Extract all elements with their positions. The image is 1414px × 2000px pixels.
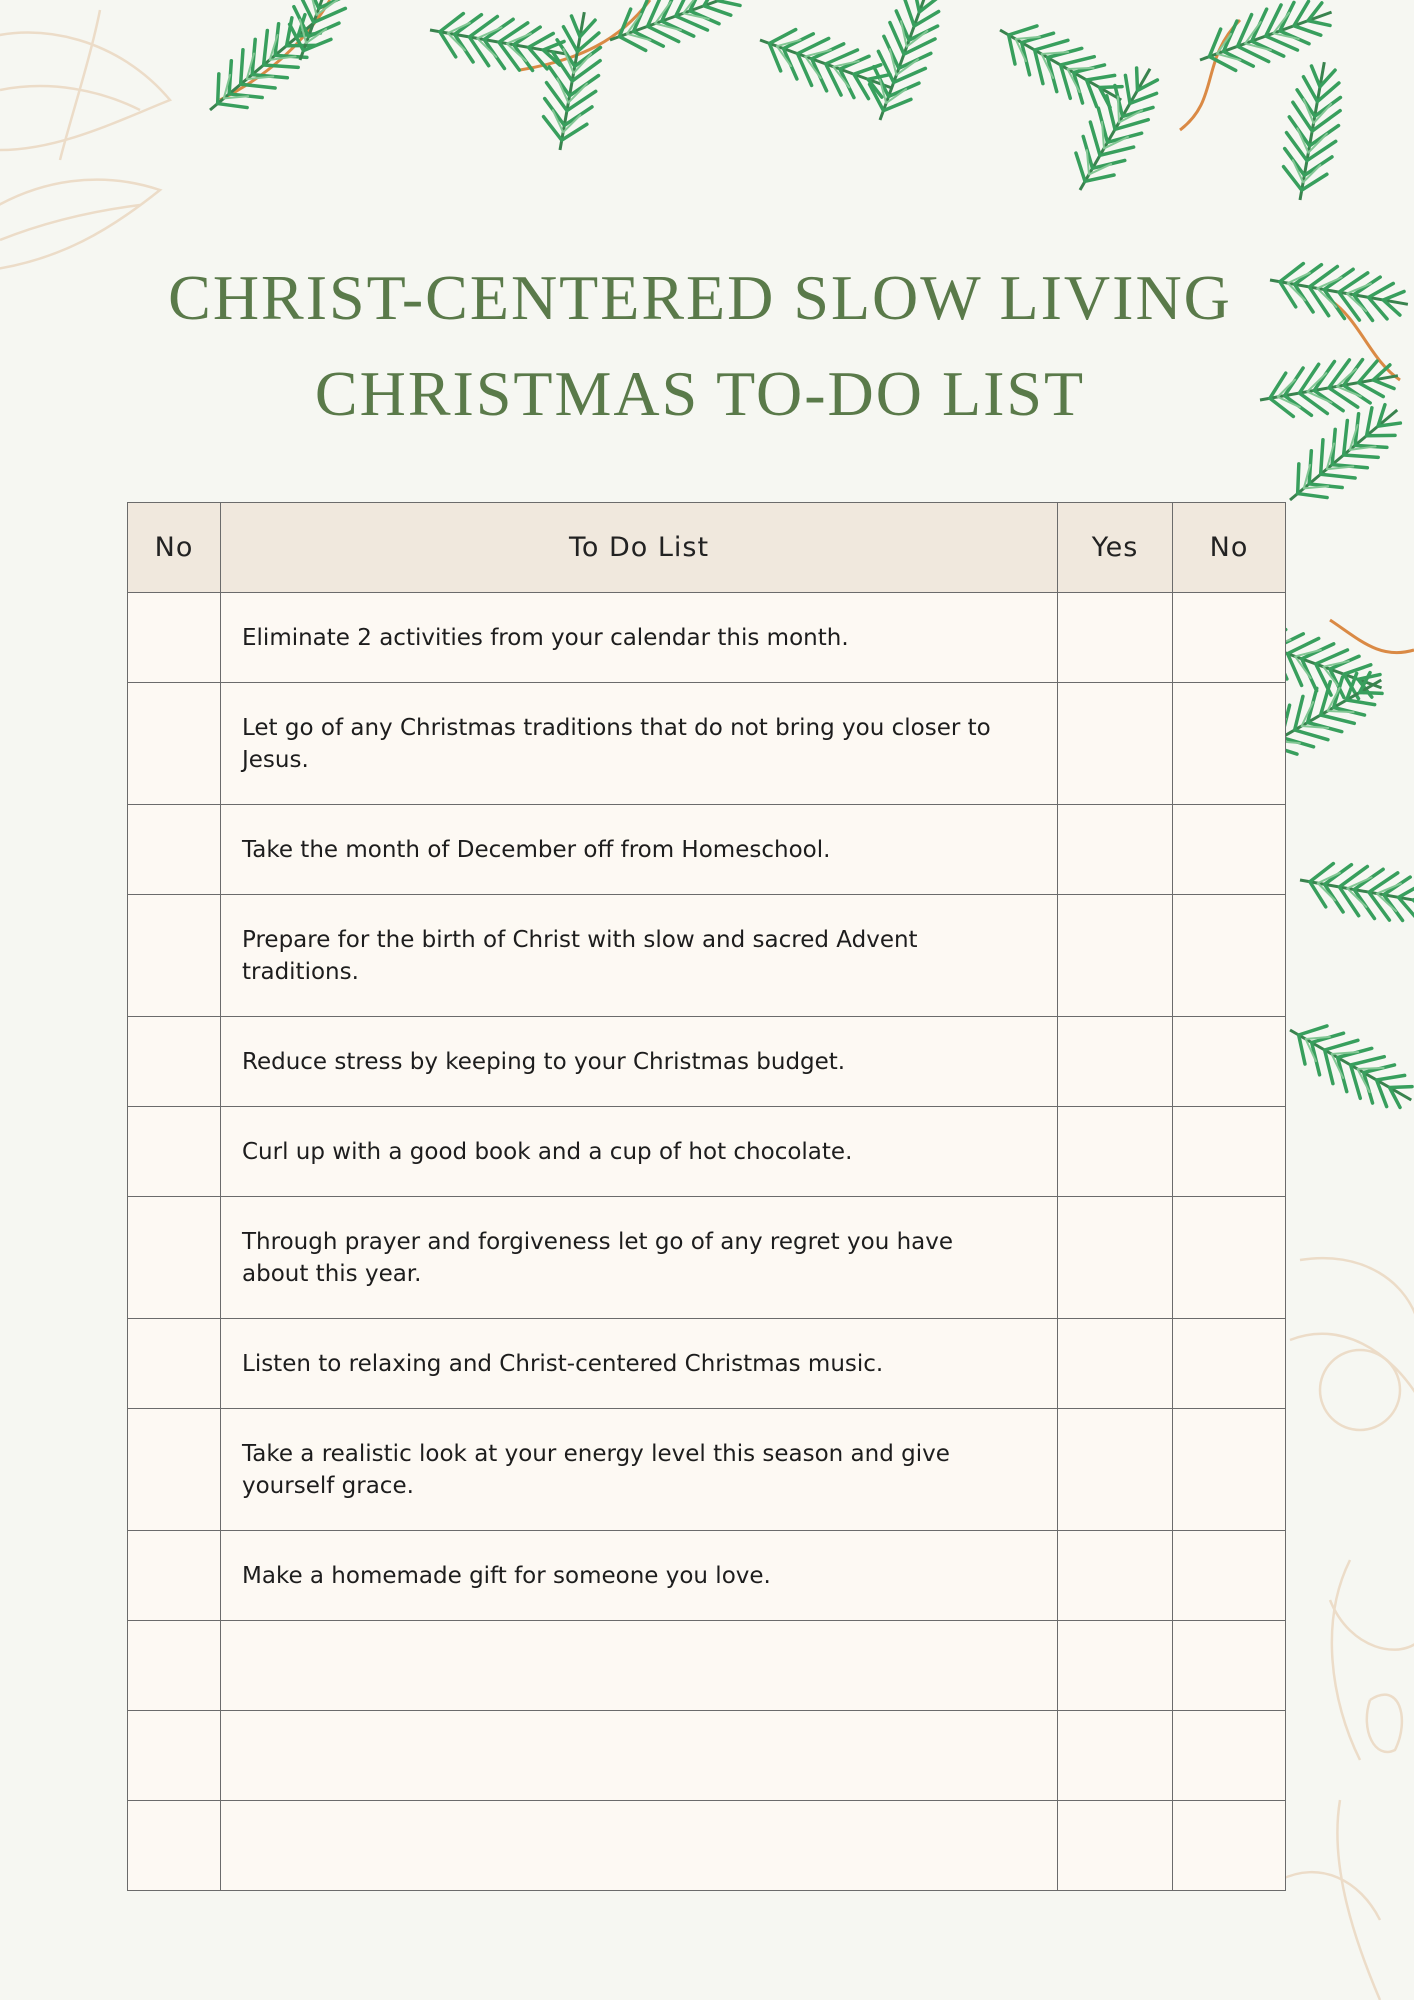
floral-line-art-left <box>0 10 170 270</box>
table-row <box>128 683 1286 805</box>
yes-checkbox-cell[interactable] <box>1058 1621 1173 1711</box>
table-row <box>128 593 1286 683</box>
table-row <box>128 1107 1286 1197</box>
row-number-cell[interactable] <box>128 1531 221 1621</box>
row-number-cell[interactable] <box>128 1801 221 1891</box>
table-row <box>128 895 1286 1017</box>
no-checkbox-cell[interactable] <box>1173 593 1286 683</box>
header-no: No <box>128 503 221 593</box>
yes-checkbox-cell[interactable] <box>1058 895 1173 1017</box>
row-number-cell[interactable] <box>128 895 221 1017</box>
row-number-cell[interactable] <box>128 805 221 895</box>
row-number-cell[interactable] <box>128 593 221 683</box>
title-line-2: CHRISTMAS TO-DO LIST <box>314 358 1086 429</box>
no-checkbox-cell[interactable] <box>1173 1107 1286 1197</box>
yes-checkbox-cell[interactable] <box>1058 1801 1173 1891</box>
row-number-cell[interactable] <box>128 1409 221 1531</box>
no-checkbox-cell[interactable] <box>1173 1319 1286 1409</box>
task-cell: Reduce stress by keeping to your Christmas budget. <box>221 1017 1058 1107</box>
table-row-empty <box>128 1711 1286 1801</box>
yes-checkbox-cell[interactable] <box>1058 1711 1173 1801</box>
no-checkbox-cell[interactable] <box>1173 683 1286 805</box>
no-checkbox-cell[interactable] <box>1173 1531 1286 1621</box>
yes-checkbox-cell[interactable] <box>1058 1531 1173 1621</box>
task-cell: Let go of any Christmas traditions that do not bring you closer to Jesus. <box>221 683 1058 805</box>
yes-checkbox-cell[interactable] <box>1058 1017 1173 1107</box>
no-checkbox-cell[interactable] <box>1173 1801 1286 1891</box>
row-number-cell[interactable] <box>128 1621 221 1711</box>
task-cell: Take the month of December off from Homeschool. <box>221 805 1058 895</box>
header-todo-list: To Do List <box>221 503 1058 593</box>
no-checkbox-cell[interactable] <box>1173 805 1286 895</box>
yes-checkbox-cell[interactable] <box>1058 1107 1173 1197</box>
no-checkbox-cell[interactable] <box>1173 895 1286 1017</box>
task-cell: Make a homemade gift for someone you love. <box>221 1531 1058 1621</box>
table-row <box>128 1319 1286 1409</box>
floral-line-art-right <box>1280 1258 1414 2000</box>
row-number-cell[interactable] <box>128 1711 221 1801</box>
yes-checkbox-cell[interactable] <box>1058 593 1173 683</box>
no-checkbox-cell[interactable] <box>1173 1711 1286 1801</box>
table-row <box>128 1531 1286 1621</box>
task-cell: Listen to relaxing and Christ-centered Christmas music. <box>221 1319 1058 1409</box>
task-cell: Curl up with a good book and a cup of hot chocolate. <box>221 1107 1058 1197</box>
table-row <box>128 1197 1286 1319</box>
yes-checkbox-cell[interactable] <box>1058 683 1173 805</box>
title-line-1: CHRIST-CENTERED SLOW LIVING <box>168 262 1232 333</box>
table-row <box>128 1017 1286 1107</box>
task-cell[interactable] <box>221 1801 1058 1891</box>
row-number-cell[interactable] <box>128 1107 221 1197</box>
page-title <box>100 250 1300 442</box>
header-yes: Yes <box>1058 503 1173 593</box>
table-header-row <box>128 503 1286 593</box>
no-checkbox-cell[interactable] <box>1173 1621 1286 1711</box>
table-row <box>128 1409 1286 1531</box>
header-no-checkbox: No <box>1173 503 1286 593</box>
yes-checkbox-cell[interactable] <box>1058 1409 1173 1531</box>
row-number-cell[interactable] <box>128 1197 221 1319</box>
yes-checkbox-cell[interactable] <box>1058 805 1173 895</box>
row-number-cell[interactable] <box>128 1017 221 1107</box>
task-cell: Through prayer and forgiveness let go of any regret you have about this year. <box>221 1197 1058 1319</box>
task-cell[interactable] <box>221 1621 1058 1711</box>
table-row <box>128 805 1286 895</box>
todo-table <box>127 502 1286 1891</box>
no-checkbox-cell[interactable] <box>1173 1197 1286 1319</box>
yes-checkbox-cell[interactable] <box>1058 1319 1173 1409</box>
task-cell: Eliminate 2 activities from your calendar this month. <box>221 593 1058 683</box>
no-checkbox-cell[interactable] <box>1173 1409 1286 1531</box>
table-row-empty <box>128 1801 1286 1891</box>
yes-checkbox-cell[interactable] <box>1058 1197 1173 1319</box>
task-cell: Prepare for the birth of Christ with slow and sacred Advent traditions. <box>221 895 1058 1017</box>
row-number-cell[interactable] <box>128 1319 221 1409</box>
task-cell[interactable] <box>221 1711 1058 1801</box>
no-checkbox-cell[interactable] <box>1173 1017 1286 1107</box>
task-cell: Take a realistic look at your energy level this season and give yourself grace. <box>221 1409 1058 1531</box>
table-row-empty <box>128 1621 1286 1711</box>
row-number-cell[interactable] <box>128 683 221 805</box>
